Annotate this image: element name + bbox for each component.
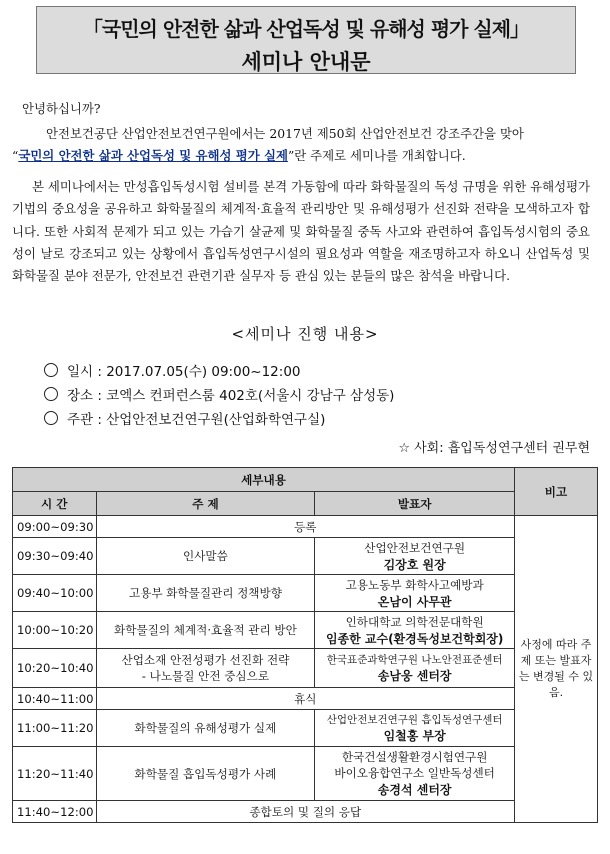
- intro-line: 안전보건공단 산업안전보건연구원에서는 2017년 제50회 산업안전보건 강조주간을 맞아: [46, 126, 524, 141]
- header-topic: 주 제: [96, 492, 315, 516]
- description-paragraph: 본 세미나에서는 만성흡입독성시험 설비를 본격 가동함에 따라 화학물질의 독성 규명을 위한 유해성평가기법의 중요성을 공유하고 화학물질의 체계적·효율적 관리방안 및 유해성평가 선진화 전략을 모색하고자 합니다. 또한 사회적 문제가 되고 있는 가습기 살균제 및 화학물질 중독 사고와 관련하여 흡입독성시험의 중요성이 날로 강조되고 있는 상황에서 흡입독성연구시설의 필요성과 역할을 재조명하고자 하오니 산업독성 및 화학물질 분야 전문가, 안전보건 관련기관 실무자 등 관심 있는 분들의 많은 참석을 바랍니다.: [12, 179, 591, 284]
- info-date: [44, 360, 301, 380]
- topic-line-2: - 나노물질 안전 중심으로: [141, 669, 270, 683]
- presenter-org: 한국건설생활환경시험연구원: [341, 750, 488, 764]
- row-time: 10:20~10:40: [13, 649, 97, 688]
- table-row: [13, 516, 598, 538]
- info-place-text: 장소 : 코엑스 컨퍼런스룸 402호(서울시 강남구 삼성동): [67, 388, 395, 404]
- presenter-org: 산업안전보건연구원: [364, 540, 466, 555]
- table-row: [13, 688, 598, 710]
- table-row: [13, 538, 598, 575]
- info-place: [44, 384, 394, 404]
- seminar-title: 「국민의 안전한 삶과 산업독성 및 유해성 평가 실제」: [82, 17, 530, 41]
- presenter-name: 김장호 원장: [383, 557, 446, 572]
- presenter-name: 임종한 교수(환경독성보건학회장): [325, 631, 504, 646]
- quote-open: “: [12, 148, 19, 164]
- row-time: 10:00~10:20: [13, 612, 97, 649]
- presenter-org: 고용노동부 화학사고예방과: [345, 577, 484, 592]
- info-host-text: 주관 : 산업안전보건연구원(산업화학연구실): [67, 412, 326, 428]
- presenter-org: 산업안전보건연구원 흡입독성연구센터: [326, 714, 503, 726]
- table-row: [13, 612, 598, 649]
- row-topic: 화학물질의 체계적·효율적 관리 방안: [96, 612, 315, 649]
- row-merged: 휴식: [96, 688, 514, 710]
- table-row: [13, 747, 598, 801]
- section-title: <세미나 진행 내용>: [231, 325, 379, 343]
- presenter-name: 송경석 센터장: [377, 783, 452, 797]
- header-detail: 세부내용: [13, 468, 515, 492]
- row-topic: 화학물질의 유해성평가 실제: [96, 710, 315, 747]
- row-presenter: [315, 710, 515, 747]
- table-row: [13, 710, 598, 747]
- title-box: [36, 6, 576, 74]
- row-topic: [96, 649, 315, 688]
- presenter-org: 인하대학교 의학전문대학원: [345, 614, 484, 629]
- intro-paragraph: [12, 123, 590, 168]
- row-time: 09:00~09:30: [13, 516, 97, 538]
- row-time: 09:30~09:40: [13, 538, 97, 575]
- row-presenter: [315, 612, 515, 649]
- intro-line-end: ”란 주제로 세미나를 개최합니다.: [287, 148, 466, 164]
- info-date-text: 일시 : 2017.07.05(수) 09:00~12:00: [67, 364, 301, 380]
- header-note: 비고: [515, 468, 598, 516]
- seminar-theme: 국민의 안전한 삶과 산업독성 및 유해성 평가 실제: [18, 148, 288, 164]
- row-presenter: [315, 747, 515, 801]
- row-time: 11:40~12:00: [13, 801, 97, 823]
- greeting: 안녕하십니까?: [22, 101, 101, 116]
- schedule-table: [12, 467, 598, 823]
- table-row: [13, 801, 598, 823]
- row-topic: 인사말씀: [96, 538, 315, 575]
- circle-bullet-icon: [44, 411, 58, 425]
- row-time: 10:40~11:00: [13, 688, 97, 710]
- row-presenter: [315, 575, 515, 612]
- row-time: 09:40~10:00: [13, 575, 97, 612]
- header-presenter: 발표자: [315, 492, 515, 516]
- table-row: [13, 575, 598, 612]
- circle-bullet-icon: [44, 387, 58, 401]
- row-merged: 등록: [96, 516, 514, 538]
- row-time: 11:00~11:20: [13, 710, 97, 747]
- table-row: [13, 649, 598, 688]
- seminar-subtitle: 세미나 안내문: [241, 50, 371, 74]
- row-topic: 고용부 화학물질관리 정책방향: [96, 575, 315, 612]
- row-presenter: [315, 649, 515, 688]
- header-time: 시 간: [13, 492, 97, 516]
- circle-bullet-icon: [44, 363, 58, 377]
- note-cell: 사정에 따라 주제 또는 발표자는 변경될 수 있음.: [515, 516, 598, 823]
- row-topic: 화학물질 흡입독성평가 사례: [96, 747, 315, 801]
- presenter-name: 온남이 사무관: [377, 594, 452, 609]
- row-time: 11:20~11:40: [13, 747, 97, 801]
- topic-line: 산업소재 안전성평가 선진화 전략: [121, 653, 290, 667]
- presenter-org: 한국표준과학연구원 나노안전표준센터: [326, 654, 503, 666]
- row-merged: 종합토의 및 질의 응답: [96, 801, 514, 823]
- presenter-name: 송남웅 센터장: [377, 669, 452, 683]
- row-presenter: [315, 538, 515, 575]
- presenter-name: 임철홍 부장: [383, 729, 446, 743]
- presenter-org-2: 바이오융합연구소 일반독성센터: [334, 766, 495, 780]
- moderator: ☆ 사회: 흡입독성연구센터 권무현: [398, 441, 590, 456]
- info-host: [44, 408, 325, 428]
